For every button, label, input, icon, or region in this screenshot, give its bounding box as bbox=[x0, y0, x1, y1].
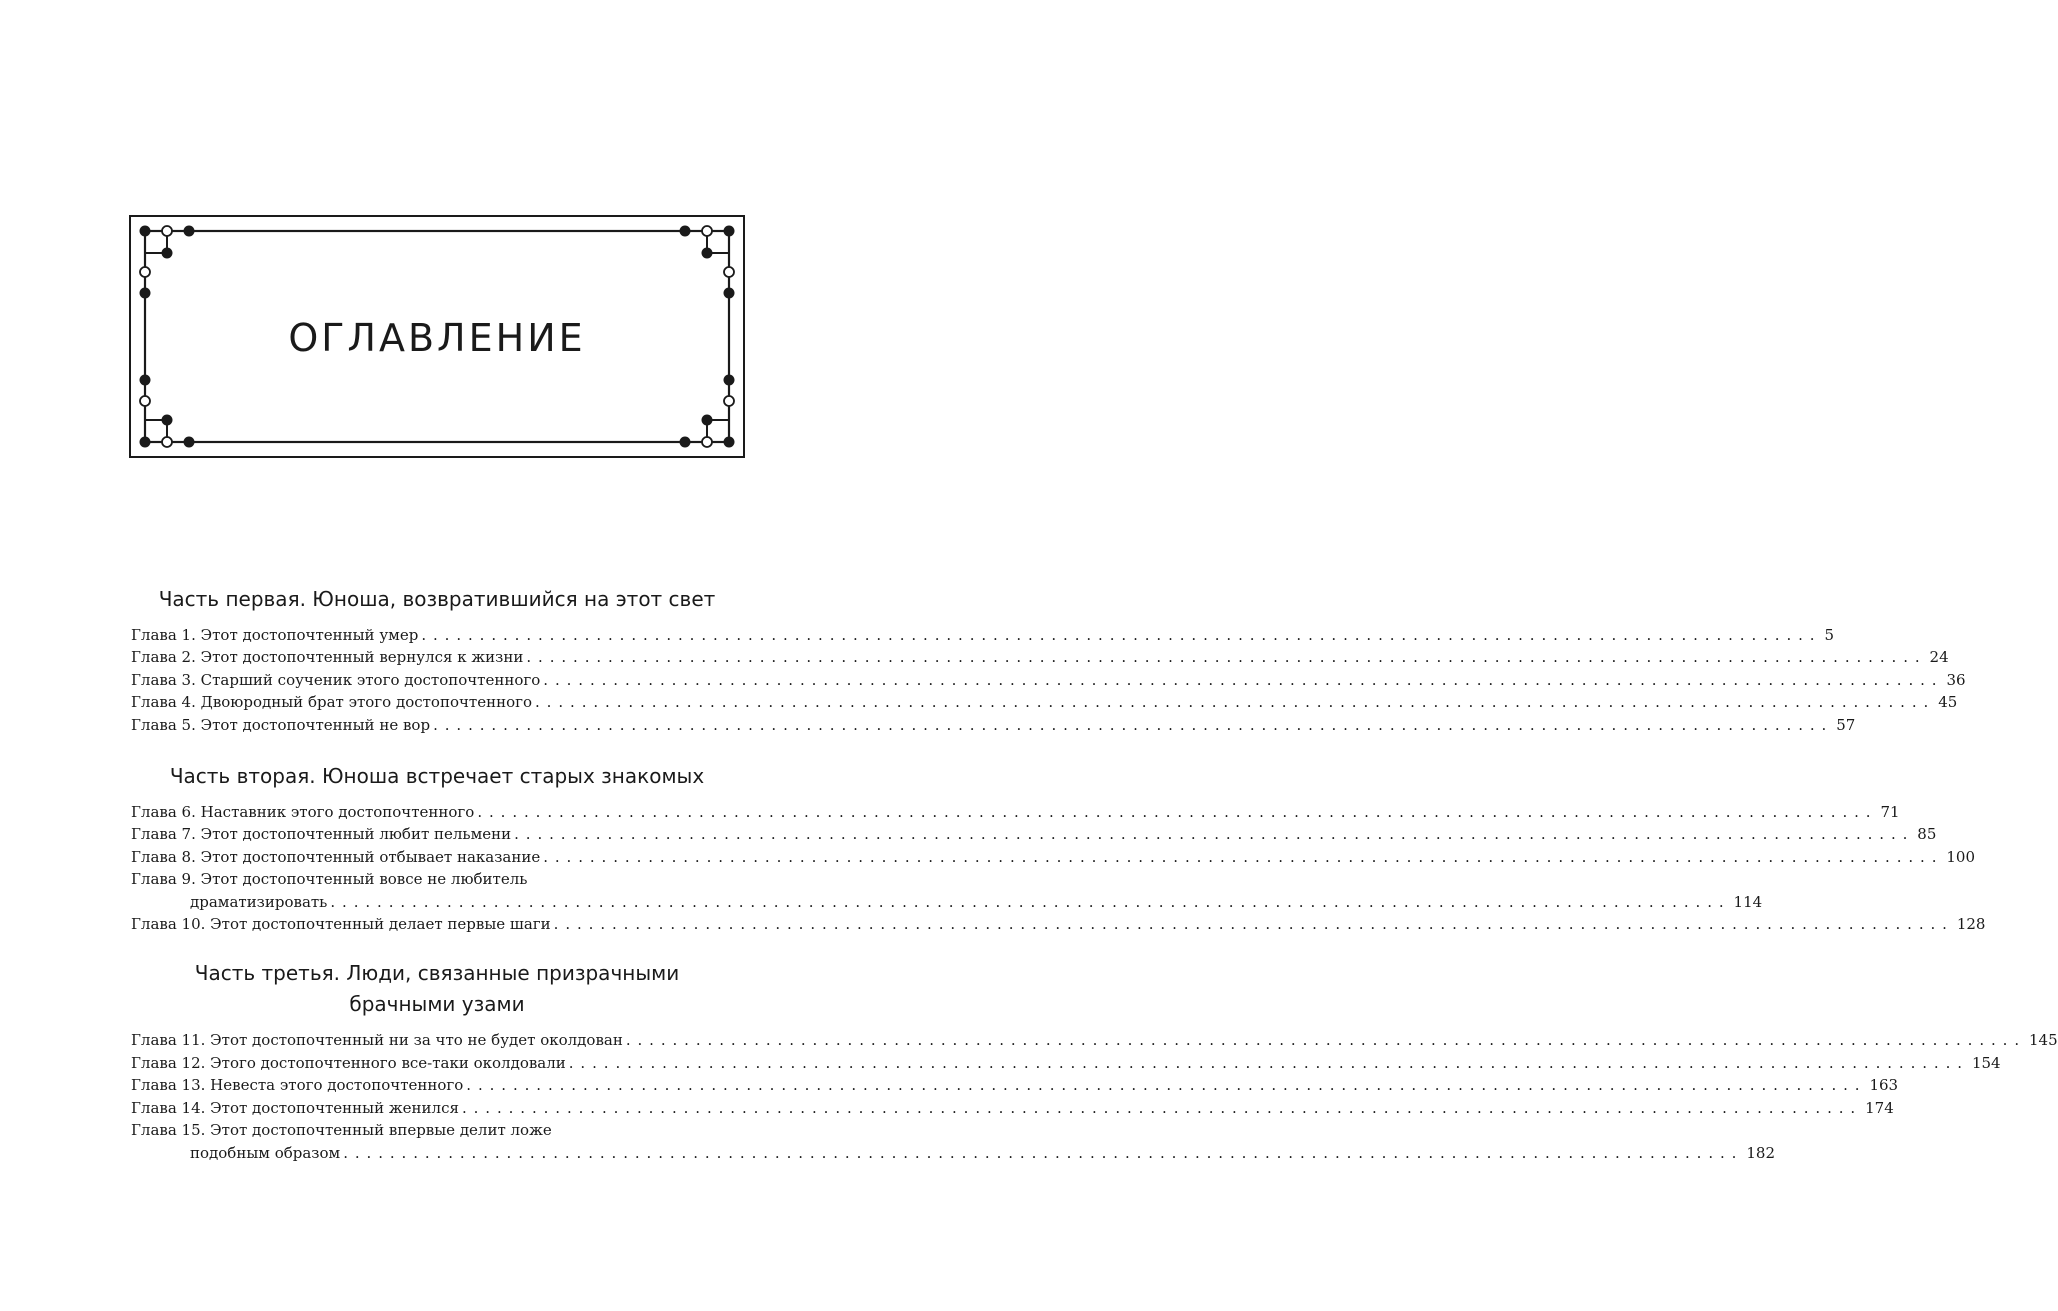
dot-leader: ........................................................................................................................ bbox=[568, 1054, 1969, 1072]
page-number: 57 bbox=[1836, 716, 1856, 734]
toc-entry-12[interactable] bbox=[131, 1052, 2001, 1074]
page-number: 45 bbox=[1938, 693, 1958, 711]
page-number: 71 bbox=[1880, 803, 1900, 821]
dot-leader: ........................................................................................................................ bbox=[477, 803, 1878, 821]
dot-leader: ........................................................................................................................ bbox=[330, 893, 1731, 911]
dot-leader: ........................................................................................................................ bbox=[514, 825, 1915, 843]
toc-entry-5[interactable] bbox=[131, 714, 1856, 736]
page-number: 5 bbox=[1824, 626, 1835, 644]
chapter-label: Глава 13. Невеста этого достопочтенного bbox=[131, 1076, 464, 1094]
page-number: 174 bbox=[1865, 1099, 1894, 1117]
page-number: 128 bbox=[1956, 915, 1986, 933]
page-number: 24 bbox=[1929, 648, 1949, 666]
chapter-label: Глава 11. Этот достопочтенный ни за что не будет околдован bbox=[131, 1031, 623, 1049]
dot-leader: ........................................................................................................................ bbox=[553, 915, 1954, 933]
toc-entry-11[interactable] bbox=[131, 1029, 2058, 1051]
chapter-label-continuation: подобным образом bbox=[190, 1144, 341, 1162]
page-number: 114 bbox=[1733, 893, 1763, 911]
dot-leader: ........................................................................................................................ bbox=[461, 1099, 1863, 1117]
part-3-title-line-2: брачными узами bbox=[349, 992, 525, 1016]
title-frame bbox=[129, 215, 745, 458]
toc-entry-4[interactable] bbox=[131, 691, 1958, 713]
toc-entry-2[interactable] bbox=[131, 646, 1949, 668]
page-number: 36 bbox=[1946, 671, 1966, 689]
part-3-title-line-1: Часть третья. Люди, связанные призрачными bbox=[194, 961, 680, 985]
page-number: 85 bbox=[1917, 825, 1937, 843]
toc-entry-13[interactable] bbox=[131, 1074, 1899, 1096]
part-1-title: Часть первая. Юноша, возвратившийся на этот свет bbox=[158, 587, 716, 611]
dot-leader: ........................................................................................................................ bbox=[421, 626, 1822, 644]
chapter-label-continuation: драматизировать bbox=[190, 893, 328, 911]
dot-leader: ........................................................................................................................ bbox=[543, 848, 1944, 866]
toc-entry-8[interactable] bbox=[131, 846, 1976, 868]
chapter-label: Глава 6. Наставник этого достопочтенного bbox=[131, 803, 475, 821]
dot-leader: ........................................................................................................................ bbox=[625, 1031, 2027, 1049]
page-number: 154 bbox=[1971, 1054, 2001, 1072]
toc-entry-10[interactable] bbox=[131, 913, 1986, 935]
page-number: 145 bbox=[2029, 1031, 2058, 1049]
page-number: 182 bbox=[1746, 1144, 1775, 1162]
dot-leader: ........................................................................................................................ bbox=[526, 648, 1927, 666]
dot-leader: ........................................................................................................................ bbox=[466, 1076, 1867, 1094]
toc-entry-15[interactable] bbox=[131, 1119, 744, 1141]
toc-entry-6[interactable] bbox=[131, 801, 1900, 823]
chapter-label: Глава 9. Этот достопочтенный вовсе не любитель bbox=[131, 870, 528, 888]
toc-entry-14[interactable] bbox=[131, 1097, 1894, 1119]
chapter-label: Глава 2. Этот достопочтенный вернулся к жизни bbox=[131, 648, 524, 666]
chapter-label: Глава 7. Этот достопочтенный любит пельмени bbox=[131, 825, 512, 843]
chapter-label: Глава 15. Этот достопочтенный впервые делит ложе bbox=[131, 1121, 552, 1139]
dot-leader: ........................................................................................................................ bbox=[343, 1144, 1744, 1162]
chapter-label: Глава 12. Этого достопочтенного все-таки околдовали bbox=[131, 1054, 566, 1072]
toc-entry-1[interactable] bbox=[131, 624, 1835, 646]
chapter-label: Глава 10. Этот достопочтенный делает первые шаги bbox=[131, 915, 551, 933]
toc-entry-15-continuation[interactable] bbox=[190, 1142, 1775, 1164]
toc-entry-9[interactable] bbox=[131, 868, 744, 890]
page-number: 100 bbox=[1946, 848, 1976, 866]
toc-entry-7[interactable] bbox=[131, 823, 1937, 845]
toc-entry-3[interactable] bbox=[131, 669, 1966, 691]
dot-leader: ........................................................................................................................ bbox=[543, 671, 1944, 689]
dot-leader: ........................................................................................................................ bbox=[433, 716, 1834, 734]
chapter-label: Глава 4. Двоюродный брат этого достопочтенного bbox=[131, 693, 533, 711]
dot-leader: ........................................................................................................................ bbox=[535, 693, 1936, 711]
toc-entry-9-continuation[interactable] bbox=[190, 891, 1763, 913]
chapter-label: Глава 5. Этот достопочтенный не вор bbox=[131, 716, 431, 734]
chapter-label: Глава 14. Этот достопочтенный женился bbox=[131, 1099, 459, 1117]
chapter-label: Глава 3. Старший соученик этого достопочтенного bbox=[131, 671, 541, 689]
part-2-title: Часть вторая. Юноша встречает старых знакомых bbox=[169, 764, 705, 788]
chapter-label: Глава 8. Этот достопочтенный отбывает наказание bbox=[131, 848, 541, 866]
page-title: ОГЛАВЛЕНИЕ bbox=[288, 315, 586, 360]
page-number: 163 bbox=[1869, 1076, 1899, 1094]
chapter-label: Глава 1. Этот достопочтенный умер bbox=[131, 626, 419, 644]
